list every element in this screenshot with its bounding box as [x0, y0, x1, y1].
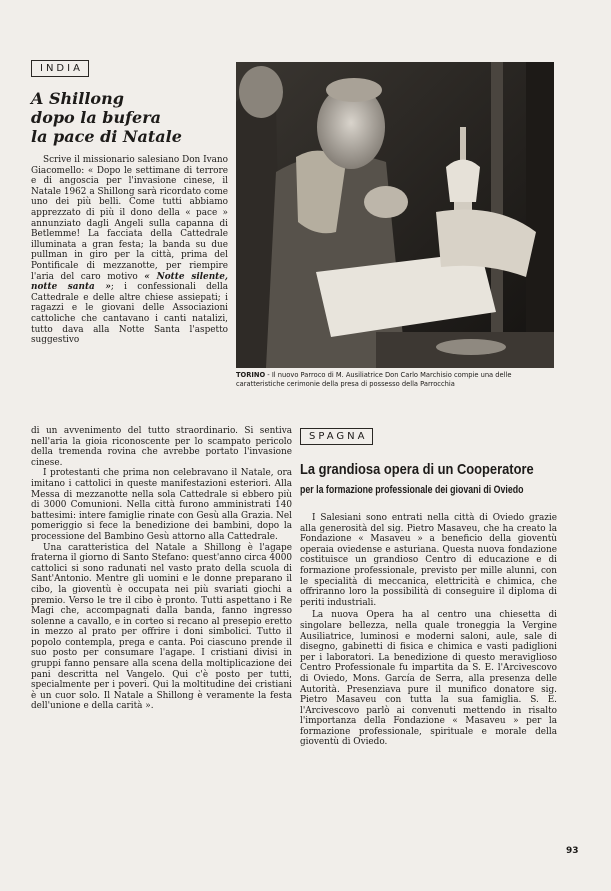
- spagna-article-column: [300, 513, 557, 748]
- article-paragraph: I Salesiani sono entrati nella città di Oviedo grazie alla generosità del sig. Pietro Masaveu, che ha creato la Fondazione « Masaveu » a beneficio della gioventù operaia oviedense e asturiana. Questa nuova fondazione costituisce un grandioso Centro di educazione e di formazione professionale, previsto per mille alunni, con le specialità di meccanica, elettricità e chimica, che offriranno loro la possibilità di conseguire il diploma di periti industriali.: [300, 513, 557, 608]
- section-tag-spagna: SPAGNA: [300, 428, 373, 445]
- india-article-column-top: [31, 155, 228, 346]
- photo-illustration: [236, 62, 554, 368]
- page-number: 93: [566, 846, 579, 856]
- article-paragraph: I protestanti che prima non celebravano il Natale, ora imitano i cattolici in queste manifestazioni esteriori. Alla Messa di mezzanotte nella sola Cattedrale si ebbero più di 3000 Comunioni. Nella città furono amministrati 140 battesimi: intere famiglie rinate con Gesù alla Grazia. Nel pomeriggio si fece la benedizione dei bambini, dopo la processione del Bambino Gesù attorno alla Cattedrale.: [31, 468, 292, 542]
- ceremony-photo: [236, 62, 554, 368]
- paragraph-text: ; i confessionali della Cattedrale e delle altre chiese assiepati; i ragazzi e le giovani delle Associazioni cattoliche che cantavano i canti natalizi, tutto dava alla Notte Santa l'aspetto suggestivo: [31, 282, 228, 346]
- caption-text: - Il nuovo Parroco di M. Ausiliatrice Don Carlo Marchisio compie una delle caratteristiche cerimonie della presa di possesso della Parrocchia: [236, 371, 512, 388]
- article-paragraph: [31, 155, 228, 346]
- article-paragraph: Una caratteristica del Natale a Shillong è l'agape fraterna il giorno di Santo Stefano: quest'anno circa 4000 cattolici si sono radunati nel vasto prato della scuola di Sant'Antonio. Mentre gli uomini e le donne preparano il cibo, la gioventù è occupata nei più svariati giochi a premio. Verso le tre il cibo è pronto. Tutti aspettano i Re Magi che, accompagnati dalla banda, fanno ingresso solenne a cavallo, e in corteo si recano al presepio eretto in mezzo al prato per offrire i doni simbolici. Tutto il popolo contempla, prega e canta. Poi ciascuno prende il suo posto per consumare l'agape. I cristiani divisi in gruppi fanno pensare alla scena della moltiplicazione dei pani descritta nel Vangelo. Qui c'è posto per tutti, specialmente per i poveri. Qui la moltitudine dei cristiani è un cuor solo. Il Natale a Shillong è veramente la festa dell'unione e della carità ».: [31, 542, 292, 712]
- photo-caption: [236, 371, 558, 388]
- article-paragraph: di un avvenimento del tutto straordinario. Si sentiva nell'aria la gioia riconoscente per lo scampato pericolo della tremenda rovina che avrebbe portato l'invasione cinese.: [31, 426, 292, 468]
- headline-line: dopo la bufera: [31, 108, 161, 127]
- india-article-column-bottom: [31, 426, 292, 712]
- caption-location: TORINO: [236, 371, 266, 379]
- subheadline-spagna: per la formazione professionale dei giovani di Oviedo: [300, 484, 524, 496]
- headline-line: A Shillong: [31, 89, 124, 108]
- headline-spagna: La grandiosa opera di un Cooperatore: [300, 461, 534, 478]
- article-paragraph: La nuova Opera ha al centro una chiesetta di singolare bellezza, nella quale troneggia la Vergine Ausiliatrice, luminosi e moderni saloni, aule, sale di disegno, gabinetti di fisica e chimica e vasti padiglioni per i laboratori. La benedizione di questo meraviglioso Centro Professionale fu impartita da S. E. l'Arcivescovo di Oviedo, Mons. García de Serra, alla presenza delle Autorità. Presenziava pure il munifico donatore sig. Pietro Masaveu con tutta la sua famiglia. S. E. l'Arcivescovo parlò ai convenuti mettendo in risalto l'importanza della Fondazione « Masaveu » per la formazione professionale, spirituale e morale della gioventù di Oviedo.: [300, 610, 557, 748]
- song-title: « Notte silente, notte santa »: [31, 271, 228, 293]
- headline-india: [31, 89, 231, 146]
- paragraph-text: Scrive il missionario salesiano Don Ivano Giacomello: « Dopo le settimane di terrore e di angoscia per l'invasione cinese, il Natale 1962 a Shillong sarà ricordato come uno dei più belli. Come tutti abbiamo apprezzato di più il dono della « pace » annunziato dagli Angeli sulla capanna di Betlemme! La facciata della Cattedrale illuminata a gran festa; la banda su due pullman in giro per la città, prima del Pontificale di mezzanotte, per riempire l'aria del caro motivo: [31, 155, 228, 282]
- headline-line: la pace di Natale: [31, 127, 182, 146]
- section-tag-india: INDIA: [31, 60, 89, 77]
